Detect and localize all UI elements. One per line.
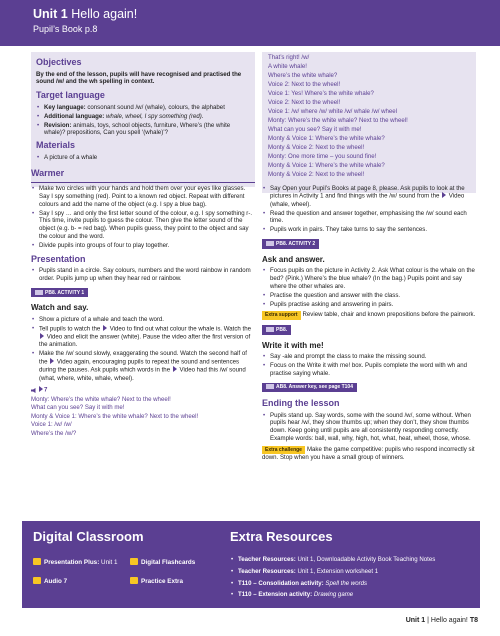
audio-line: Voice 1: /w/ /w/ bbox=[31, 421, 72, 429]
practice-extra-icon bbox=[130, 577, 138, 584]
objectives-text: By the end of the lesson, pupils will have recognised and practised the sound /w/ and the wh spelling in context. bbox=[36, 70, 242, 86]
script-line: Voice 1: /w/ where /w/ white /w/ whale /w/ wheel bbox=[268, 107, 398, 115]
flashcards-icon bbox=[130, 558, 138, 565]
pb8-heading: Write it with me! bbox=[262, 340, 324, 350]
activity1-tag: PB8. ACTIVITY 1 bbox=[31, 288, 88, 297]
activity2-list bbox=[262, 267, 476, 308]
script-line: Voice 1: Yes! Where’s the white whale? bbox=[268, 89, 374, 97]
extra-challenge-chip: Extra challenge bbox=[262, 446, 305, 454]
list-item: • Pupils work in pairs. They take turns to say the sentences. bbox=[262, 226, 476, 234]
left-column bbox=[31, 52, 255, 439]
audio-track: 7 bbox=[31, 386, 255, 394]
book-icon bbox=[35, 290, 43, 295]
presentation-section bbox=[31, 254, 255, 283]
audio-line: Monty & Voice 1: Where’s the white whale? Next to the wheel! bbox=[31, 412, 199, 420]
presentation-icon bbox=[33, 558, 41, 565]
book-icon bbox=[266, 384, 274, 389]
list-item: • Focus on the Write it with me! box. Pupils complete the word with wh and practise saying whale. bbox=[262, 362, 476, 378]
script-line: That’s right! /w/ bbox=[268, 54, 310, 61]
script-line: What can you see? Say it with me! bbox=[268, 125, 362, 133]
activity2-tag: PB8. ACTIVITY 2 bbox=[262, 239, 319, 248]
audio-line: Where’s the /w/? bbox=[31, 429, 77, 437]
pb8-tag: PB8. bbox=[262, 325, 291, 334]
right-column bbox=[262, 52, 476, 463]
pupils-book-ref: Pupil’s Book p.8 bbox=[33, 24, 98, 34]
list-item: • Read the question and answer together, emphasising the /w/ sound each time. bbox=[262, 210, 476, 226]
audio-script bbox=[31, 386, 255, 437]
digital-flashcards-link[interactable]: Digital Flashcards bbox=[130, 558, 195, 567]
extra-support-chip: Extra support bbox=[262, 311, 301, 319]
list-item: • Divide pupils into groups of four to play together. bbox=[31, 242, 255, 250]
list-item: • T110 – Consolidation activity: Spell the words bbox=[230, 580, 470, 588]
book-icon bbox=[266, 327, 274, 332]
list-item: • Teacher Resources: Unit 1, Extension worksheet 1 bbox=[230, 568, 470, 576]
materials-heading: Materials bbox=[36, 140, 76, 151]
play-icon bbox=[442, 192, 446, 198]
warmer-list bbox=[31, 185, 255, 250]
script-line: Voice 2: Next to the wheel! bbox=[268, 98, 341, 106]
ending-list bbox=[262, 412, 476, 443]
extra-resources-list bbox=[230, 556, 470, 603]
page-footer: Unit 1 | Hello again! T8 bbox=[405, 617, 478, 624]
warmer-section bbox=[31, 168, 255, 250]
list-item: • Key language: consonant sound /w/ (whale), colours, the alphabet bbox=[36, 104, 250, 112]
ab8-tag: AB8. Answer key, see page T104 bbox=[262, 383, 357, 392]
activity2-section bbox=[262, 235, 476, 319]
script-line: Where’s the white whale? bbox=[268, 71, 338, 79]
objectives-section bbox=[31, 52, 255, 162]
pb8-section bbox=[262, 321, 476, 395]
script-lines bbox=[262, 52, 476, 179]
script-line: Monty & Voice 1: Where’s the white whale? bbox=[268, 134, 385, 142]
pb8-list bbox=[262, 353, 476, 378]
digital-classroom-title: Digital Classroom bbox=[33, 529, 144, 544]
list-item: • Show a picture of a whale and teach the word. bbox=[31, 316, 255, 324]
list-item: • Teacher Resources: Unit 1, Downloadable Activity Book Teaching Notes bbox=[230, 556, 470, 564]
list-item: • Say -ale and prompt the class to make the missing sound. bbox=[262, 353, 476, 361]
list-item: • Pupils stand in a circle. Say colours, numbers and the word rainbow in random order. Pupils jump up when they hear red or rainbow. bbox=[31, 267, 255, 283]
activity2-heading: Ask and answer. bbox=[262, 254, 325, 264]
materials-list bbox=[36, 154, 250, 162]
speaker-icon bbox=[31, 388, 37, 393]
activity1-section bbox=[31, 284, 255, 382]
audio-line: What can you see? Say it with me! bbox=[31, 404, 125, 412]
extra-resources-title: Extra Resources bbox=[230, 529, 333, 544]
play-icon bbox=[50, 358, 54, 364]
presentation-list bbox=[31, 267, 255, 283]
audio-link[interactable]: Audio 7 bbox=[33, 577, 67, 586]
presentation-plus-link[interactable]: Presentation Plus: Unit 1 bbox=[33, 558, 118, 567]
warmer-heading: Warmer bbox=[31, 167, 65, 178]
extra-challenge: Extra challenge Make the game competitive: pupils who respond incorrectly sit down. Stop when you have a small group of winners. bbox=[262, 445, 475, 462]
extra-support: Extra support Review table, chair and known prepositions before the pairwork. bbox=[262, 311, 476, 319]
play-icon bbox=[39, 386, 43, 392]
list-item: • Revision: animals, toys, school objects, furniture, Where’s (the white whale)? prepositions, Can you spell ‘(whale)’? bbox=[36, 122, 250, 138]
script-line: Monty & Voice 2: Next to the wheel! bbox=[268, 143, 365, 151]
practice-extra-link[interactable]: Practice Extra bbox=[130, 577, 183, 586]
presentation-heading: Presentation bbox=[31, 253, 86, 264]
objectives-heading: Objectives bbox=[36, 57, 82, 67]
script-line: Monty & Voice 1: Where’s the white whale? bbox=[268, 161, 385, 169]
unit-title: Unit 1 Hello again! bbox=[33, 7, 138, 21]
activity1-list bbox=[31, 316, 255, 383]
divider bbox=[31, 182, 255, 183]
activity1-heading: Watch and say. bbox=[31, 303, 89, 313]
script-line: A white whale! bbox=[268, 62, 307, 70]
list-item: • T110 – Extension activity: Drawing game bbox=[230, 591, 470, 599]
script-line: Monty: Where’s the white whale? Next to the wheel! bbox=[268, 116, 408, 124]
play-icon bbox=[103, 325, 107, 331]
script-line: Voice 2: Next to the wheel! bbox=[268, 80, 341, 88]
list-item: • A picture of a whale bbox=[36, 154, 250, 162]
play-icon bbox=[40, 333, 44, 339]
list-item: • Focus pupils on the picture in Activity 2. Ask What colour is the whale on the bed? (Pink.) Where’s the blue whale? (In the bag.) Pupils point and say where the other whales are. bbox=[262, 267, 476, 290]
list-item: • Pupils practise asking and answering in pairs. bbox=[262, 301, 476, 309]
audio-icon bbox=[33, 577, 41, 584]
list-item: • Say I spy … and only the first letter sound of the colour, e.g. I spy something r-. This time, invite pupils to guess the colour. Then give the letter sound of the object (e.g. b- = red bag). When pupils guess, they point to the object and say the colour and the word. bbox=[31, 210, 255, 241]
script-line: Monty & Voice 2: Next to the wheel! bbox=[268, 170, 365, 178]
play-icon bbox=[173, 366, 177, 372]
list-item: • Practise the question and answer with the class. bbox=[262, 292, 476, 300]
intro-list bbox=[262, 185, 476, 235]
book-icon bbox=[266, 241, 274, 246]
ending-heading: Ending the lesson bbox=[262, 398, 340, 409]
list-item: • Say Open your Pupil’s Books at page 8, please. Ask pupils to look at the pictures in Activity 1 and find things with the /w/ sound from the Video (whale, wheel). bbox=[262, 185, 476, 209]
target-language-heading: Target language bbox=[36, 90, 105, 101]
target-language-list bbox=[36, 104, 250, 138]
list-item: • Pupils stand up. Say words, some with the sound /w/, some without. When pupils hear /w/, they show thumbs up; when they don’t, they show thumbs down. Keep going until pupils are all consistently responding correctly. Example words: ball, wall, why, high, hot, what, heat, wheel, those, whose. bbox=[262, 412, 476, 443]
list-item: • Make two circles with your hands and hold them over your eyes like glasses. Say I spy something (red). Point to a known red object. Repeat with different colours and add the name of the object (e.g. I spy a blue bag). bbox=[31, 185, 255, 208]
list-item: • Make the /w/ sound slowly, exaggerating the sound. Watch the second half of the Video again, encouraging pupils to repeat the sound and sentences during the pauses. Ask pupils which words in the Video had this /w/ sound (what, where, white, whale, wheel). bbox=[31, 350, 255, 382]
ending-section bbox=[262, 398, 476, 462]
script-line: Monty: One more time – you sound fine! bbox=[268, 152, 377, 160]
list-item: • Tell pupils to watch the Video to find out what colour the whale is. Watch the Video and elicit the answer (white). Pause the video after the first version of the animation. bbox=[31, 325, 255, 349]
audio-line: Monty: Where’s the white whale? Next to the wheel! bbox=[31, 395, 171, 403]
list-item: • Additional language: whale, wheel, I spy something (red). bbox=[36, 113, 250, 121]
